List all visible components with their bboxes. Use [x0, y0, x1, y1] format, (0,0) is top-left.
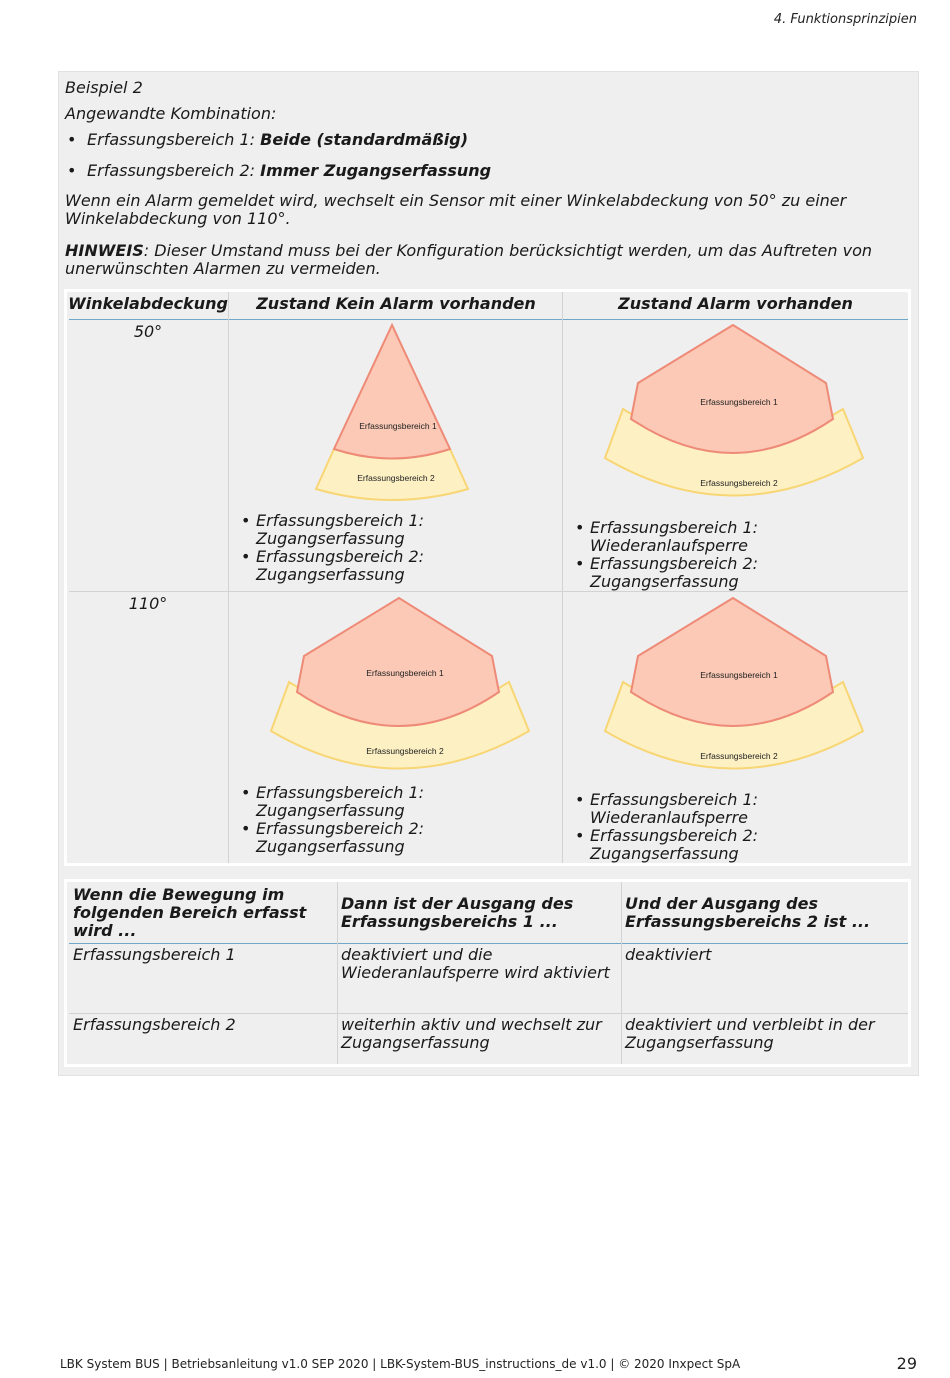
list-item: • Erfassungsbereich 1: Wiederanlaufsperre — [569, 519, 909, 555]
note-label: HINWEIS — [65, 241, 144, 260]
col-header-movement: Wenn die Bewegung im folgenden Bereich erfasst wird ... — [73, 885, 307, 940]
area2-label: Erfassungsbereich 2 — [700, 751, 778, 761]
area1-shape — [334, 325, 450, 459]
angle-50: 50° — [133, 322, 163, 341]
column-divider — [337, 882, 338, 1064]
no-alarm-list-110 — [235, 784, 555, 856]
alarm-list-50 — [569, 519, 909, 591]
example-box — [58, 71, 919, 1076]
combination-bullet-2: • Erfassungsbereich 2: Immer Zugangserfassung — [67, 161, 492, 180]
col-header-output2: Und der Ausgang des Erfassungsbereichs 2 ist ... — [625, 894, 871, 931]
area1-label: Erfassungsbereich 1 — [366, 668, 444, 678]
chapter-header: 4. Funktionsprinzipien — [773, 12, 917, 27]
alarm-paragraph: Wenn ein Alarm gemeldet wird, wechselt ein Sensor mit einer Winkelabdeckung von 50° zu einer Winkelabdeckung von 110°. — [65, 191, 847, 228]
col-header-alarm: Zustand Alarm vorhanden — [618, 294, 853, 313]
table-cell: Erfassungsbereich 2 — [73, 1015, 236, 1034]
list-item: • Erfassungsbereich 1: Zugangserfassung — [235, 784, 555, 820]
table-cell: deaktiviert und verbleibt in der Zugangserfassung — [625, 1015, 875, 1052]
table-cell: weiterhin aktiv und wechselt zur Zugangserfassung — [341, 1015, 602, 1052]
diagram-110-no-alarm — [267, 596, 537, 776]
area2-label: Erfassungsbereich 2 — [366, 746, 444, 756]
column-divider — [228, 292, 229, 863]
diagram-110-alarm — [601, 596, 871, 776]
area1-shape — [631, 325, 833, 453]
bullet-dot: • — [67, 130, 77, 149]
area2-label: Erfassungsbereich 2 — [700, 478, 778, 488]
coverage-table — [64, 289, 911, 866]
combination-bullet-1: • Erfassungsbereich 1: Beide (standardmäßig) — [67, 130, 469, 149]
list-item: • Erfassungsbereich 2: Zugangserfassung — [235, 548, 555, 584]
col-header-no-alarm: Zustand Kein Alarm vorhanden — [256, 294, 536, 313]
area1-label: Erfassungsbereich 1 — [700, 397, 778, 407]
alarm-list-110 — [569, 791, 909, 863]
area1-label: Erfassungsbereich 1 — [700, 670, 778, 680]
area1-shape — [297, 598, 499, 726]
combination-label: Angewandte Kombination: — [65, 104, 277, 123]
list-item: • Erfassungsbereich 2: Zugangserfassung — [569, 555, 909, 591]
bullet-dot: • — [67, 161, 77, 180]
list-item: • Erfassungsbereich 2: Zugangserfassung — [235, 820, 555, 856]
area1-label: Erfassungsbereich 1 — [359, 421, 437, 431]
list-item: • Erfassungsbereich 1: Zugangserfassung — [235, 512, 555, 548]
area2-label: Erfassungsbereich 2 — [357, 473, 435, 483]
header-divider — [69, 319, 908, 320]
row-divider — [69, 591, 908, 592]
table-cell: Erfassungsbereich 1 — [73, 945, 236, 964]
column-divider — [621, 882, 622, 1064]
area1-shape — [631, 598, 833, 726]
output-table — [64, 879, 911, 1067]
page-number: 29 — [896, 1354, 917, 1373]
list-item: • Erfassungsbereich 1: Wiederanlaufsperre — [569, 791, 909, 827]
header-divider — [69, 943, 908, 944]
diagram-50-alarm — [601, 323, 871, 503]
note-text: : Dieser Umstand muss bei der Konfiguration berücksichtigt werden, um das Auftreten von unerwünschten Alarmen zu vermeiden. — [65, 241, 873, 278]
page-footer: LBK System BUS | Betriebsanleitung v1.0 SEP 2020 | LBK-System-BUS_instructions_de v1.0 | © 2020 Inxpect SpA — [60, 1357, 741, 1371]
table-cell: deaktiviert — [625, 945, 712, 964]
no-alarm-list-50 — [235, 512, 555, 584]
column-divider — [562, 292, 563, 863]
list-item: • Erfassungsbereich 2: Zugangserfassung — [569, 827, 909, 863]
table-cell: deaktiviert und die Wiederanlaufsperre wird aktiviert — [341, 945, 610, 982]
row-divider — [69, 1013, 908, 1014]
note-paragraph — [65, 242, 905, 278]
example-title: Beispiel 2 — [65, 78, 143, 97]
col-header-angle: Winkelabdeckung — [68, 294, 228, 313]
angle-110: 110° — [128, 594, 168, 613]
diagram-50-no-alarm — [312, 323, 472, 503]
col-header-output1: Dann ist der Ausgang des Erfassungsbereichs 1 ... — [341, 894, 574, 931]
